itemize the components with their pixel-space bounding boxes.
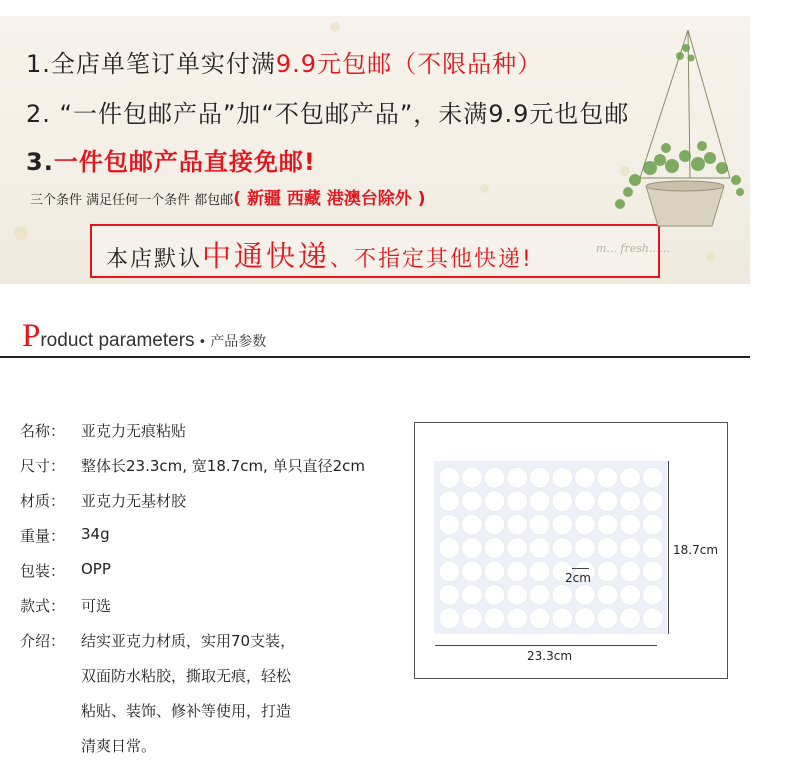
adhesive-dot — [439, 585, 460, 606]
param-label: 介绍： — [20, 632, 66, 650]
adhesive-dot — [462, 561, 483, 582]
adhesive-dot — [620, 467, 641, 488]
dot-diameter-label: 2cm — [565, 571, 591, 585]
hanging-plant-icon — [590, 28, 748, 268]
express-prefix: 本店默认 — [106, 247, 203, 272]
adhesive-dot — [620, 561, 641, 582]
adhesive-dot — [462, 608, 483, 629]
section-title-rest: roduct parameters — [40, 330, 195, 351]
adhesive-dot — [507, 608, 528, 629]
adhesive-dot — [597, 491, 618, 512]
param-label: 材质： — [20, 492, 66, 510]
adhesive-dot — [529, 467, 550, 488]
adhesive-dot — [439, 561, 460, 582]
adhesive-dot — [484, 585, 505, 606]
adhesive-dot — [597, 514, 618, 535]
adhesive-dot — [642, 538, 663, 559]
adhesive-dot — [575, 491, 596, 512]
promo-line-4 — [30, 184, 425, 209]
param-value: 结实亚克力材质，实用70支装， — [81, 632, 296, 650]
param-value: OPP — [81, 560, 111, 578]
promo-line-3-prefix: 3. — [26, 148, 54, 176]
adhesive-dot — [462, 514, 483, 535]
adhesive-dot — [552, 585, 573, 606]
adhesive-dot — [462, 538, 483, 559]
adhesive-dot — [620, 491, 641, 512]
promo-line-1-suffix: （不限品种） — [392, 50, 543, 78]
adhesive-dot — [529, 491, 550, 512]
promo-line-4-prefix: 三个条件 满足任何一个条件 都包邮 — [30, 193, 234, 208]
adhesive-dot — [642, 491, 663, 512]
adhesive-dot — [484, 538, 505, 559]
express-suffix: 、不指定其他快递! — [330, 247, 533, 272]
adhesive-dot — [575, 608, 596, 629]
adhesive-dot — [484, 561, 505, 582]
adhesive-dot — [439, 608, 460, 629]
param-label: 款式： — [20, 597, 66, 615]
express-notice-box — [90, 224, 660, 278]
adhesive-dot — [552, 514, 573, 535]
promo-line-1-amount: 9.9元包邮 — [275, 50, 393, 78]
decor-dot — [330, 22, 340, 32]
intro-text: 粘贴、装饰、修补等使用，打造 — [81, 702, 292, 720]
adhesive-dot — [552, 467, 573, 488]
param-label: 尺寸： — [20, 457, 66, 475]
adhesive-dot — [597, 467, 618, 488]
adhesive-dot — [642, 514, 663, 535]
product-image-frame — [414, 422, 728, 679]
adhesive-dot — [507, 467, 528, 488]
param-value: 整体长23.3cm, 宽18.7cm, 单只直径2cm — [81, 457, 365, 475]
adhesive-dot — [642, 561, 663, 582]
param-value: 亚克力无基材胶 — [81, 492, 187, 510]
adhesive-dot — [462, 467, 483, 488]
adhesive-dot — [507, 514, 528, 535]
adhesive-dot — [439, 467, 460, 488]
adhesive-dot — [575, 585, 596, 606]
adhesive-dot — [484, 608, 505, 629]
adhesive-dot — [575, 538, 596, 559]
adhesive-dot — [507, 561, 528, 582]
adhesive-dot — [597, 538, 618, 559]
adhesive-dot — [529, 608, 550, 629]
adhesive-dot — [439, 514, 460, 535]
section-title-cn: 产品参数 — [210, 334, 267, 350]
express-notice — [106, 234, 533, 275]
adhesive-dot — [529, 561, 550, 582]
adhesive-dot — [439, 491, 460, 512]
adhesive-dot — [552, 608, 573, 629]
promo-banner — [0, 16, 750, 284]
intro-text: 清爽日常。 — [81, 737, 157, 755]
promo-line-3-highlight: 一件包邮产品直接免邮! — [53, 148, 316, 176]
adhesive-dot — [620, 585, 641, 606]
adhesive-dot — [484, 491, 505, 512]
adhesive-dot — [507, 491, 528, 512]
promo-line-2: 2. “一件包邮产品”加“不包邮产品”，未满9.9元也包邮 — [26, 100, 630, 128]
adhesive-dot — [484, 514, 505, 535]
adhesive-dot — [642, 608, 663, 629]
decor-dot — [14, 226, 28, 240]
signature-watermark: m... fresh...... — [596, 242, 670, 255]
width-label: 23.3cm — [527, 649, 573, 663]
section-title-initial: P — [22, 318, 41, 354]
adhesive-dot — [507, 538, 528, 559]
promo-line-4-exclusion: ( 新疆 西藏 港澳台除外 ) — [233, 189, 426, 209]
param-label: 重量： — [20, 527, 66, 545]
intro-text: 双面防水粘胶，撕取无痕，轻松 — [81, 667, 292, 685]
section-title — [22, 318, 266, 355]
section-divider — [0, 356, 750, 358]
adhesive-dot — [439, 538, 460, 559]
adhesive-dot-sheet — [434, 461, 667, 634]
adhesive-dot — [620, 608, 641, 629]
adhesive-dot — [552, 538, 573, 559]
adhesive-dot — [620, 538, 641, 559]
param-value: 亚克力无痕粘贴 — [81, 422, 187, 440]
width-dimension-line — [435, 645, 657, 646]
section-bullet: • — [198, 335, 207, 350]
param-label: 包装： — [20, 562, 66, 580]
adhesive-dot-grid — [438, 466, 664, 630]
adhesive-dot — [529, 514, 550, 535]
adhesive-dot — [552, 491, 573, 512]
adhesive-dot — [462, 585, 483, 606]
param-label: 名称： — [20, 422, 66, 440]
express-highlight: 中通快递 — [202, 239, 331, 273]
adhesive-dot — [597, 608, 618, 629]
promo-line-1-prefix: 1.全店单笔订单实付满 — [26, 50, 276, 78]
height-label: 18.7cm — [673, 543, 719, 557]
adhesive-dot — [484, 467, 505, 488]
adhesive-dot — [597, 585, 618, 606]
adhesive-dot — [642, 585, 663, 606]
adhesive-dot — [597, 561, 618, 582]
promo-line-3 — [26, 142, 316, 177]
adhesive-dot — [620, 514, 641, 535]
dot-dimension-line — [572, 568, 589, 569]
adhesive-dot — [529, 585, 550, 606]
param-value: 34g — [81, 525, 110, 543]
adhesive-dot — [507, 585, 528, 606]
param-value: 可选 — [81, 597, 112, 615]
adhesive-dot — [642, 467, 663, 488]
adhesive-dot — [462, 491, 483, 512]
adhesive-dot — [575, 514, 596, 535]
decor-dot — [480, 184, 489, 193]
promo-line-1 — [26, 44, 542, 79]
adhesive-dot — [575, 467, 596, 488]
height-dimension-line — [668, 461, 669, 634]
adhesive-dot — [529, 538, 550, 559]
